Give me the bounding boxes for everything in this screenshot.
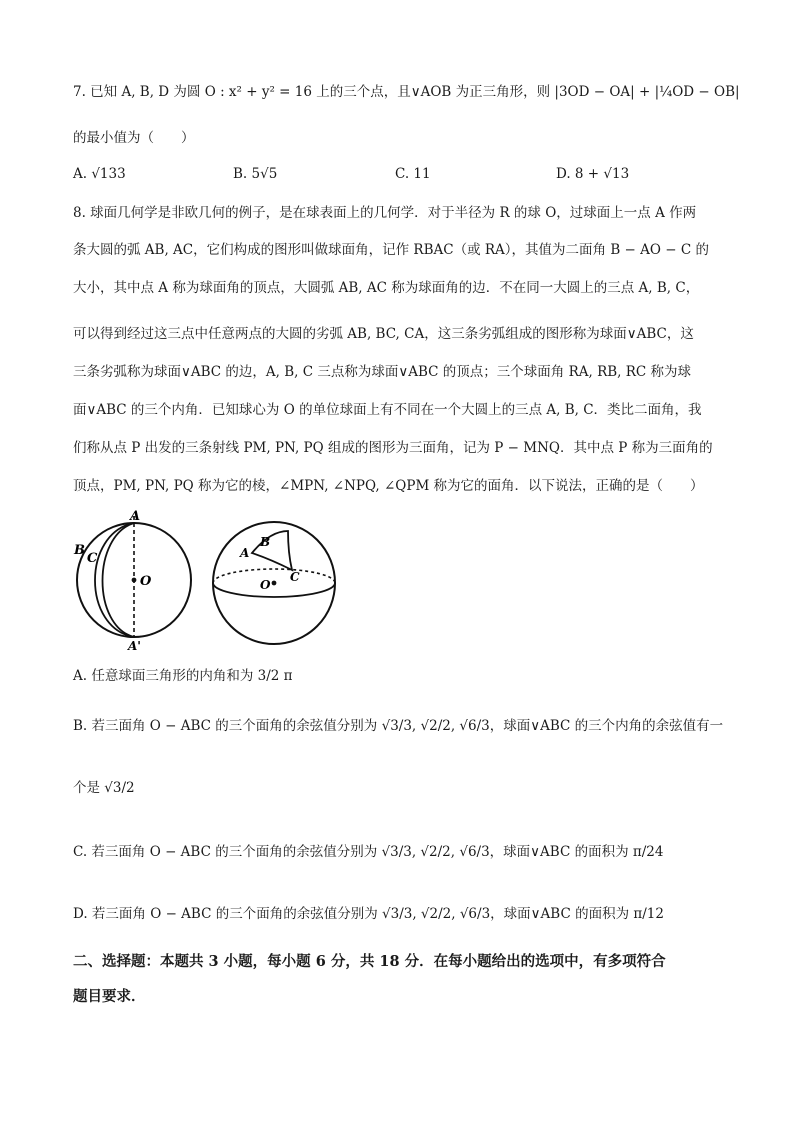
q7-stem-line2: 的最小值为（ ） <box>73 130 195 146</box>
q8-line-4: 可以得到经过这三点中任意两点的大圆的劣弧 AB, BC, CA，这三条劣弧组成的图形称为球面∨ABC，这 <box>73 326 694 342</box>
fig2-label-a: A <box>240 546 250 560</box>
fig1-label-c: C <box>87 551 98 566</box>
q8-line-3: 大小，其中点 A 称为球面角的顶点，大圆弧 AB, AC 称为球面角的边．不在同一大圆上的三点 A, B, C， <box>73 280 700 296</box>
q8-line-8: 顶点，PM, PN, PQ 称为它的棱，∠MPN, ∠NPQ, ∠QPM 称为它的面角．以下说法，正确的是（ ） <box>73 478 704 494</box>
section-2-heading: 二、选择题：本题共 3 小题，每小题 6 分，共 18 分．在每小题给出的选项中，有多项符合 <box>73 953 666 970</box>
sphere-figure-2 <box>208 515 344 653</box>
fig1-label-a-prime: A' <box>128 639 141 653</box>
q8-option-d: D. 若三面角 O − ABC 的三个面角的余弦值分别为 √3/3, √2/2, √6/3，球面∨ABC 的面积为 π/12 <box>73 906 664 922</box>
fig1-label-o: O <box>140 574 152 589</box>
fig1-label-b: B <box>74 543 85 558</box>
q8-option-b: B. 若三面角 O − ABC 的三个面角的余弦值分别为 √3/3, √2/2, √6/3，球面∨ABC 的三个内角的余弦值有一 <box>73 718 724 734</box>
q8-line-5: 三条劣弧称为球面∨ABC 的边，A, B, C 三点称为球面∨ABC 的顶点；三个球面角 RA, RB, RC 称为球 <box>73 364 692 380</box>
fig2-label-c: C <box>290 570 300 584</box>
section-2-heading-cont: 题目要求． <box>73 988 146 1005</box>
q8-line-6: 面∨ABC 的三个内角．已知球心为 O 的单位球面上有不同在一个大圆上的三点 A, B, C．类比二面角，我 <box>73 402 702 418</box>
q7-option-b: B. 5√5 <box>233 166 278 182</box>
fig2-label-b: B <box>260 535 271 549</box>
q7-option-d: D. 8 + √13 <box>556 166 630 182</box>
q8-line-7: 们称从点 P 出发的三条射线 PM, PN, PQ 组成的图形为三面角，记为 P − MNQ．其中点 P 称为三面角的 <box>73 440 713 456</box>
q7-stem: 7. 已知 A, B, D 为圆 O : x² + y² = 16 上的三个点，且∨AOB 为正三角形，则 |3OD − OA| + |¼OD − OB| <box>73 84 740 100</box>
q7-option-a: A. √133 <box>73 166 126 182</box>
q8-line-1: 8. 球面几何学是非欧几何的例子，是在球表面上的几何学．对于半径为 R 的球 O，过球面上一点 A 作两 <box>73 205 697 221</box>
fig1-label-a: A <box>130 509 141 524</box>
q8-option-b-cont: 个是 √3/2 <box>73 780 135 796</box>
q7-option-c: C. 11 <box>395 166 431 182</box>
q8-line-2: 条大圆的弧 AB, AC，它们构成的图形叫做球面角，记作 RBAC（或 RA），其值为二面角 B − AO − C 的 <box>73 242 709 258</box>
sphere-figure-1 <box>68 508 200 654</box>
q8-option-a: A. 任意球面三角形的内角和为 3/2 π <box>73 668 293 684</box>
fig2-label-o: O <box>260 578 271 592</box>
q8-option-c: C. 若三面角 O − ABC 的三个面角的余弦值分别为 √3/3, √2/2, √6/3，球面∨ABC 的面积为 π/24 <box>73 844 664 860</box>
